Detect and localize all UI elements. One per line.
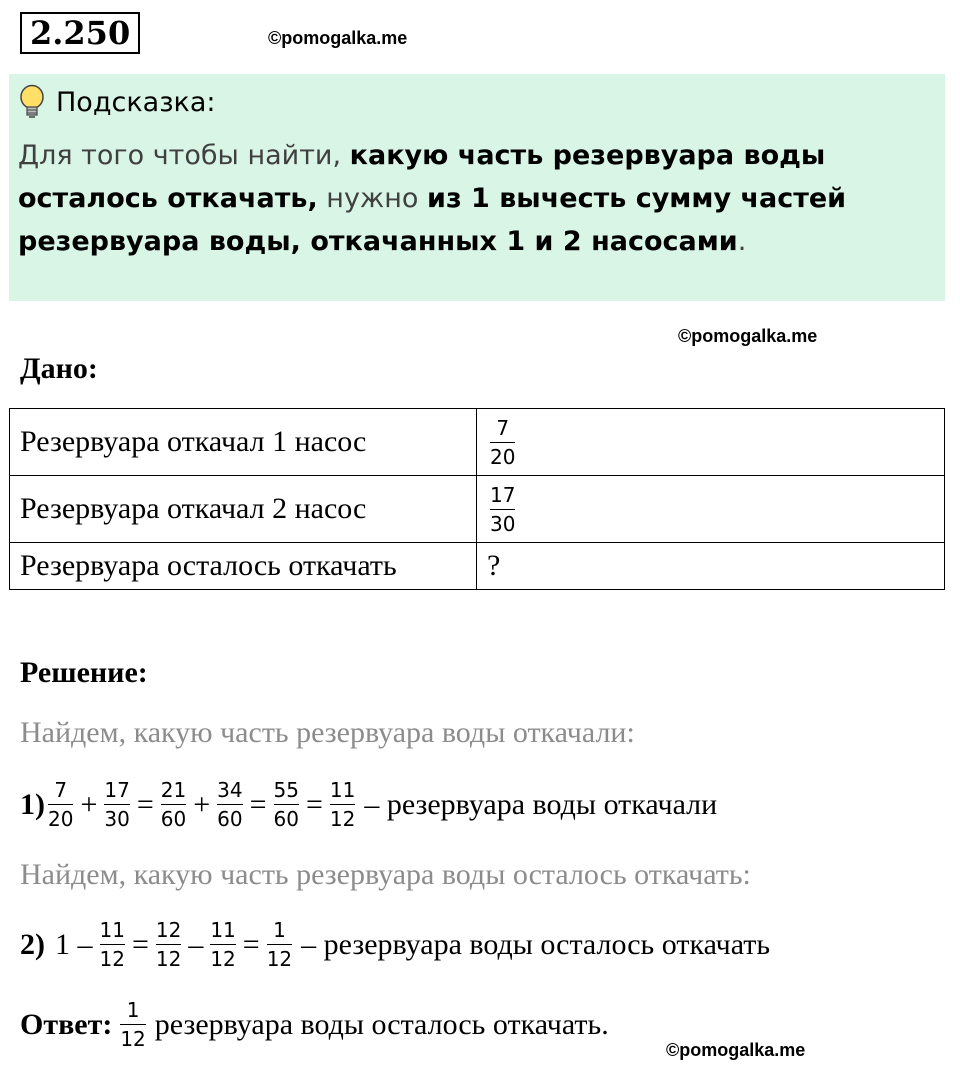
fraction [210,918,235,971]
answer-label: Ответ: [20,1007,113,1041]
operator: – [188,927,204,961]
fraction [274,778,299,831]
numerator: 1 [273,918,286,942]
step-label: 1) [20,787,45,821]
problem-number: 2.250 [20,12,140,54]
operator: = [305,787,323,821]
fraction [267,918,292,971]
denominator: 60 [217,807,243,831]
fraction [104,778,129,831]
numerator: 11 [210,918,236,942]
step-label: 2) [20,927,45,961]
fraction [100,918,125,971]
table-row [10,476,945,543]
fraction [490,416,515,469]
answer-text: резервуара воды осталось откачать. [154,1007,609,1041]
operator: = [136,787,154,821]
fraction [217,778,242,831]
numerator: 11 [99,918,125,942]
given-title: Дано: [20,352,98,385]
numerator: 1 [126,998,140,1022]
given-label: Резервуара осталось откачать [10,543,477,590]
denominator: 12 [155,947,182,971]
hint-title-text: Подсказка: [56,86,216,118]
numerator: 7 [54,778,68,802]
fraction [156,918,181,971]
operator: + [80,787,98,821]
numerator: 55 [273,778,299,802]
given-table [9,408,945,590]
given-label: Резервуара откачал 2 насос [10,476,477,543]
answer-line [20,998,609,1051]
fraction [330,778,355,831]
given-value [477,476,945,543]
fraction [48,778,73,831]
denominator: 30 [104,807,130,831]
hint-text [18,134,938,263]
denominator: 20 [48,807,74,831]
step2-intro: Найдем, какую часть резервуара воды осталось откачать: [20,858,751,891]
denominator: 20 [490,444,516,469]
hint-text-bold: какую часть резервуара воды осталось откачать, [18,140,826,214]
given-value: ? [477,543,945,590]
watermark: ©pomogalka.me [268,28,408,48]
given-label: Резервуара откачал 1 насос [10,409,477,476]
solution-title: Решение: [20,656,148,689]
denominator: 60 [160,807,187,831]
numerator: 34 [217,778,243,802]
numerator: 21 [160,778,187,802]
hint-text-part: нужно [326,183,419,214]
operator: + [193,787,211,821]
numerator: 17 [104,778,130,802]
step1-intro: Найдем, какую часть резервуара воды откачали: [20,716,635,749]
step2-equation [20,918,770,971]
denominator: 12 [210,947,236,971]
step2-start: 1 – [55,927,93,961]
table-row [10,543,945,590]
denominator: 60 [273,807,299,831]
operator: = [131,927,149,961]
denominator: 12 [329,807,356,831]
denominator: 12 [99,947,125,971]
step1-text: – резервуара воды откачали [364,787,718,821]
hint-text-bold: из 1 вычесть сумму частей резервуара воды, откачанных 1 и 2 насосами [18,183,847,257]
given-value [477,409,945,476]
numerator: 7 [496,415,510,440]
operator: = [242,927,260,961]
step1-equation [20,778,717,831]
watermark: ©pomogalka.me [678,326,818,346]
table-row [10,409,945,476]
step2-text: – резервуара воды осталось откачать [301,927,771,961]
fraction [161,778,186,831]
lightbulb-icon [18,84,46,120]
denominator: 12 [266,947,293,971]
hint-title [18,84,216,120]
fraction [490,483,515,536]
numerator: 12 [155,918,182,942]
denominator: 30 [490,511,516,536]
hint-text-part: Для того чтобы найти, [18,140,342,171]
hint-text-part: . [737,226,747,257]
numerator: 11 [329,778,356,802]
numerator: 17 [490,482,516,507]
denominator: 12 [120,1027,146,1051]
fraction [120,998,145,1051]
watermark: ©pomogalka.me [666,1040,806,1060]
operator: = [249,787,267,821]
